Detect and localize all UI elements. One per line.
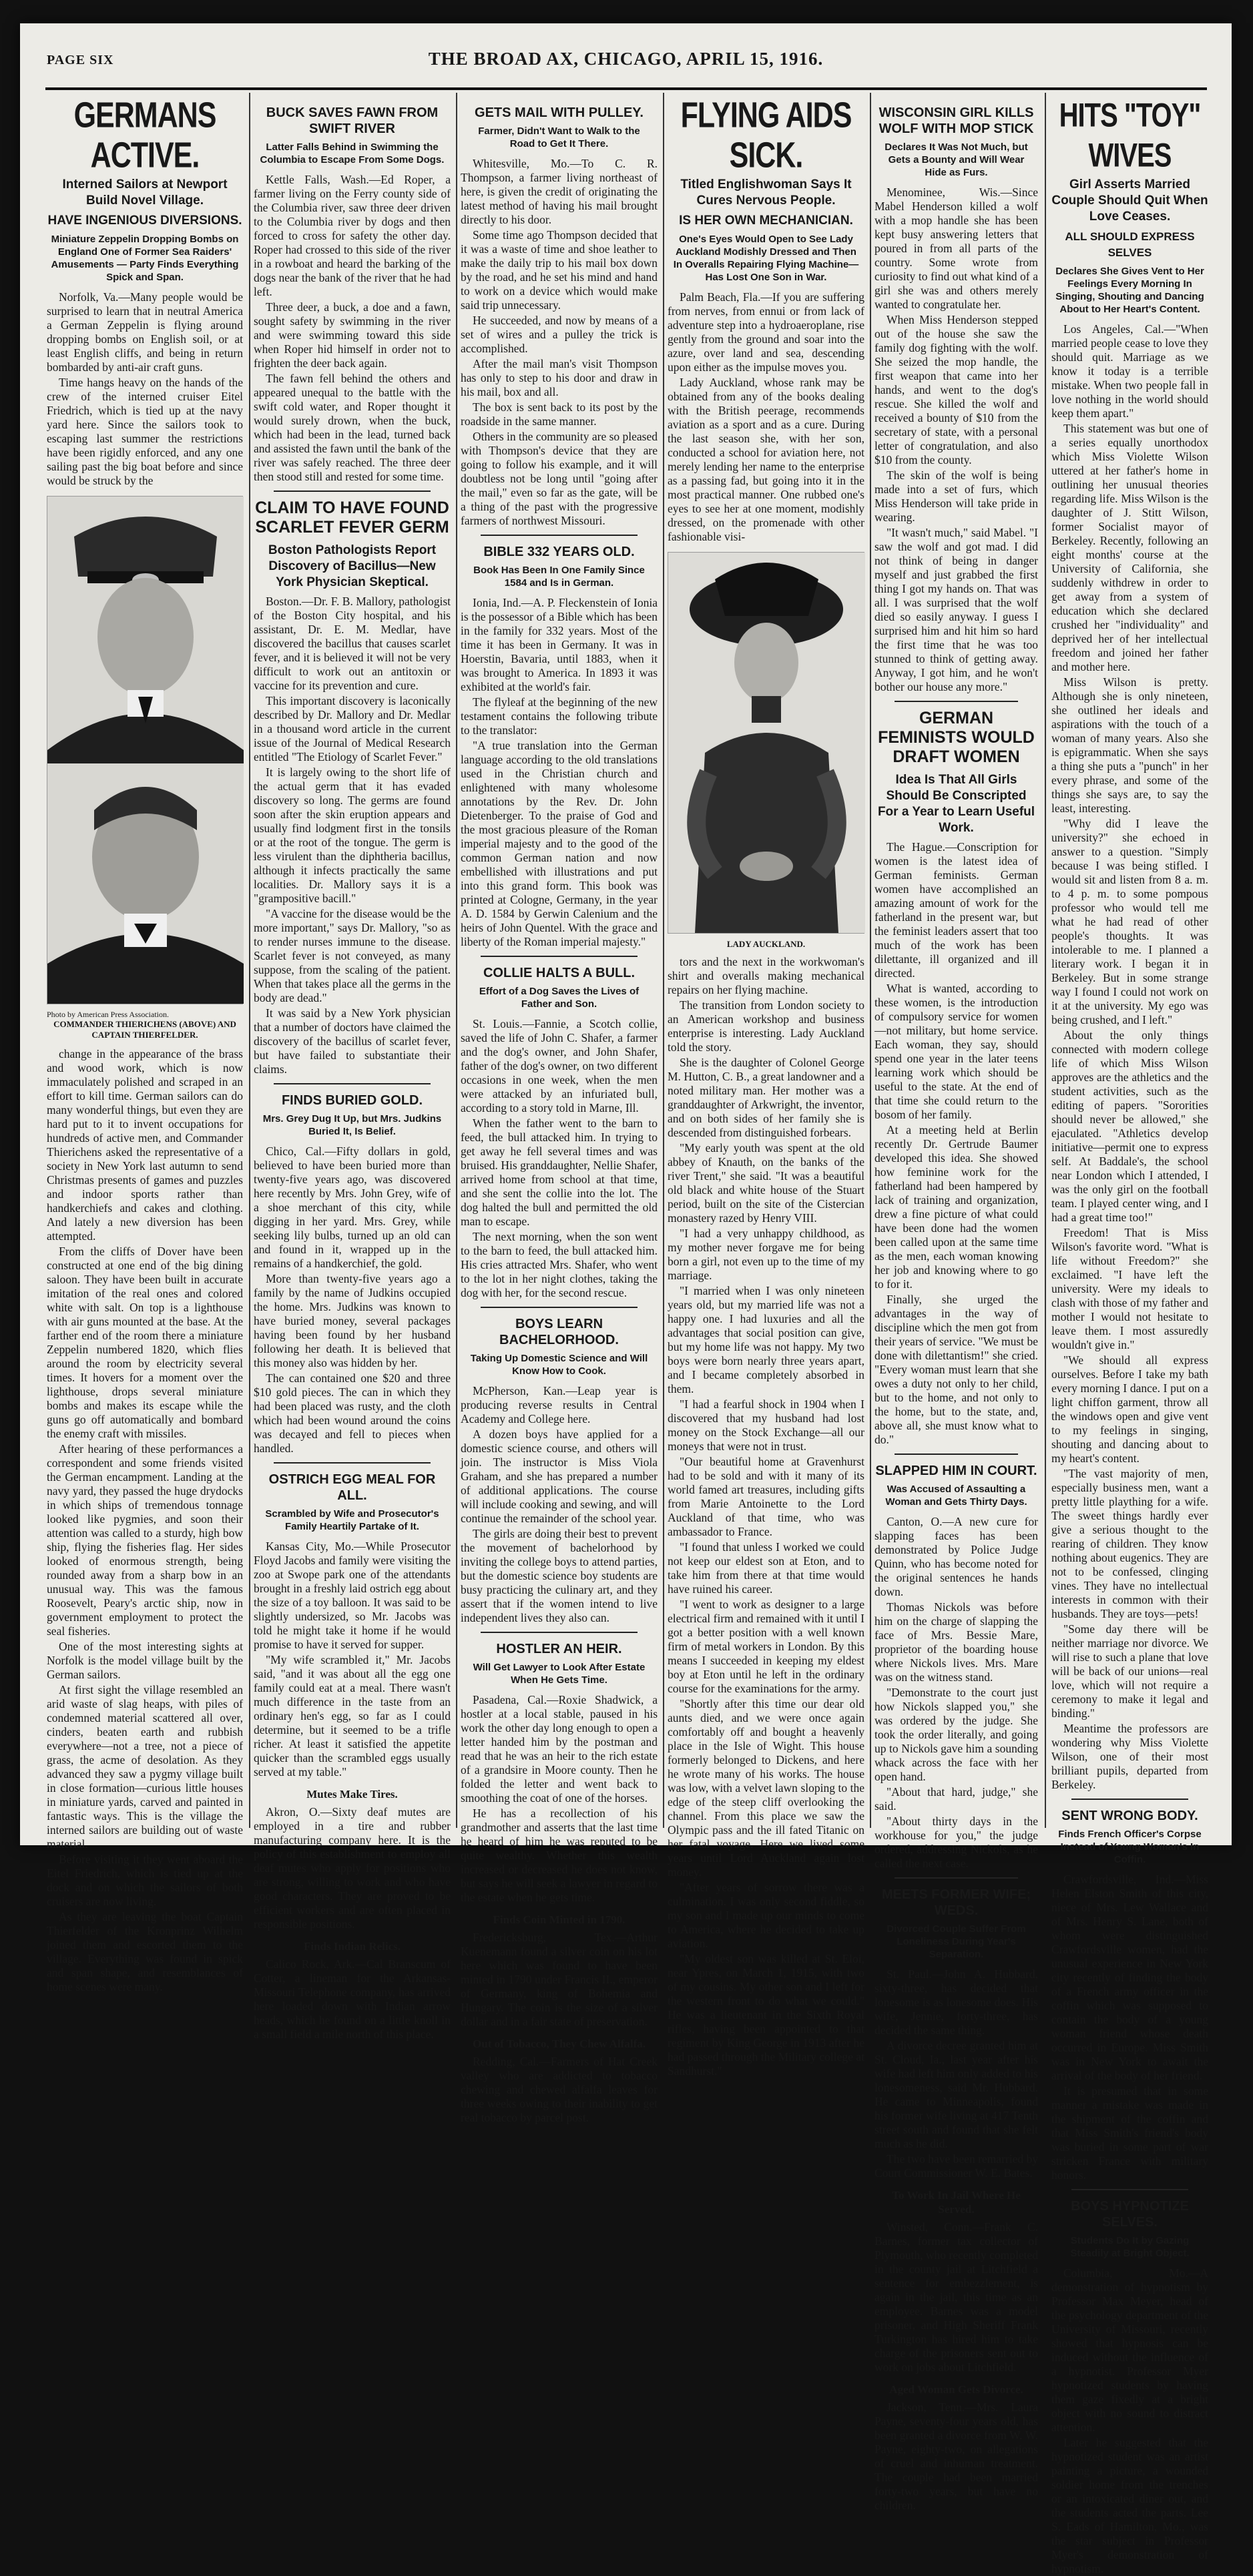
paragraph: Los Angeles, Cal.—"When married people cease to love they should quit. Marriage as we know it today is a terrible mistake. When two people fall in love nothing in the world should keep them apart." [1051,322,1208,420]
headline-ostrich-egg: OSTRICH EGG MEAL FOR ALL. [268,1472,436,1503]
headline-mail-pulley: GETS MAIL WITH PULLEY. [475,105,644,120]
paragraph: The flyleaf at the beginning of the new testament contains the following tribute to the translator: [461,695,658,737]
paragraph: Fredericksburg, Tex.—Arthur Kuenemann found a silver coin on his lot here which was found to have been minted in 1790 under Francis II., emperor of Germany, king of Bohemia and Hungary. The coin is the size of a silver dollar and in a fair state of preservation. [461,1931,658,2028]
paragraph: A dozen boys have applied for a domestic science course, and others will join. The instructor is Miss Viola Graham, and she has prepared a number of additional applications. The course will include cooking and sewing, and will continue the remainder of the school year. [461,1427,658,1525]
paragraph: The next morning, when the son went to the barn to feed, the bull attacked him. His cries attracted Mrs. Shafer, who went to the lot in her night clothes, taking the dog with her, for the second rescue. [461,1230,658,1299]
deck-lady-auckland: One's Eyes Would Open to See Lady Auckland Modishly Dressed and Then In Overalls Repairing Flying Machine—Has Lost One Son in War. [673,234,859,283]
divider [895,1877,1018,1879]
paragraph: tors and the next in the workwoman's shirt and overalls making mechanical repairs on her flying machine. [668,955,864,996]
paragraph: The Hague.—Conscription for women is the latest idea of German feminists. German women have accomplished an amazing amount of work for the fatherland in the present war, but the feminist leaders assert that too much of the work has been dilettante, ill organized and ill directed. [874,840,1038,980]
paragraph: Jackson, Tenn.—Mrs. Laura Payne, seventy-four years old, has been granted a divorce from W. W. Payne, eighty-two, on allegations of cruel and inhuman treatment. The couple had been married forty-two years, but have no children. [874,2400,1038,2512]
paragraph: Whitesville, Mo.—To C. R. Thompson, a farmer living northeast of here, is given the credit of originating the latest method of having his mail brought directly to his door. [461,157,658,226]
portrait-image [47,497,244,1004]
deck-wrong-body: Finds French Officer's Corpse Instead of Young Woman's In Coffin. [1058,1829,1202,1865]
paragraph: The box is sent back to its post by the roadside in the same manner. [461,400,658,428]
paragraph: A divorce decree granted him at St. Cloud, Ia., last year after his wife had left him only added to his lonesomeness, said Mr. Hubbard. He came to Minneapolis, found his former wife living at 417 Tenth street south and found that she felt much as he did. [874,2039,1038,2150]
column-6 [1051,97,1208,2575]
paragraph: Winsted, Conn.—Frank C. Barnes, former tax collector of Plymouth, who recently completed in the county jail at Litchfield a sentence for embezzlement, is again in the jail, this time as an employee. Barnes was a model prisoner, and High Sheriff Frank Turkington has hired him to take charge of the prisoners sent out to work on jobs about Litchfield. [874,2220,1038,2374]
paper-title: THE BROAD AX, CHICAGO, APRIL 15, 1916. [428,49,824,69]
paragraph: St. Paul.—John A. Hubbard, sixty-three, has decided that lonesome is as lonesome does. His wife, Jennie, forty-three, has decided the same thing. [874,1967,1038,2037]
divider [1071,1799,1188,1800]
divider [895,701,1018,702]
subhead-diversions: HAVE INGENIOUS DIVERSIONS. [47,214,242,228]
paragraph: "Some day there will be neither marriage nor divorce. We will rise to such a plane that love will be back of our unions—real love, which will not require a ceremony to make it legal and binding." [1051,1622,1208,1720]
paragraph: Crawfordsville, Ind.—Miss Helen Elston Smith of this city, niece of Mrs. Lew Wallace and of Mrs. Henry S. Lane, both of whom were distinguished Crawfordsville women, had the unusual experience in New York city recently of finding the body of a French army officer in the coffin which was supposed to contain the body of a young woman friend whose death occurred in Europe. Miss Smith was in New York to await the arrival of the body of her friend. [1051,1873,1208,2082]
column-3 [461,97,658,2124]
paragraph: Time hangs heavy on the hands of the crew of the interned cruiser Eitel Friedrich, which is tied up at the navy yard here. Since the sailors took to escaping last summer the restrictions have been rigidly enforced, and any one sailing past the big boat before and since would be struck by the [47,376,243,487]
deck-ostrich-egg: Scrambled by Wife and Prosecutor's Family Heartily Partake of It. [265,1508,439,1532]
paragraph: What is wanted, according to these women, is the introduction of compulsory service for women—not military, but home service. Each woman, they say, should spend one year in the later teens learning work which should be useful to the state. At the end of that time she could return to the bosom of her family. [874,982,1038,1121]
paragraph: Some time ago Thompson decided that it was a waste of time and shoe leather to make the daily trip to his mail box down by the road, and he set his mind and hand to work on a device which would make said trip unnecessary. [461,228,658,312]
deck-bible: Book Has Been In One Family Since 1584 and Is in German. [473,565,645,589]
paragraph: "My wife scrambled it," Mr. Jacobs said, "and it was about all the egg one family could eat at a meal. There wasn't much difference in the taste from an ordinary hen's egg, so far as I could determine, but it seemed to be a trifle richer. At least it satisfied the appetite quicker than the scrambled eggs usually served at my table." [254,1653,451,1779]
column-1 [47,95,243,1993]
deck-englishwoman: Titled Englishwoman Says It Cures Nervous People. [680,178,852,208]
column-rule [249,93,250,1828]
paragraph: When the father went to the barn to feed, the bull attacked him. In trying to get away he fell several times and was bruised. His granddaughter, Nellie Shafer, arrived home from school at that time, and she sent the collie into the lot. The dog halted the bull and permitted the old man to escape. [461,1116,658,1228]
paragraph: Calico Rock, Ark.—Cal Branscum of Cotter, a lineman for the Arkansas-Missouri Telephone company, has arrived here loaded down with Indian arrow heads, which he found on a little knoll in a small field a mile north of this place. [254,1957,451,2041]
column-rule [1045,93,1046,1828]
divider [274,1083,431,1084]
headline-divorce: Aged Woman Gets Divorce. [889,2383,1023,2396]
paragraph: Ionia, Ind.—A. P. Fleckenstein of Ionia is the possessor of a Bible which has been in the family for 332 years. Most of the time it has been in Germany. It was in Hoerstin, Bavaria, until 1883, when it was brought to America. In 1893 it was exhibited at the world's fair. [461,596,658,693]
column-2 [254,97,451,2041]
paragraph: More than twenty-five years ago a family by the name of Judkins occupied the home. Mrs. Judkins was known to have buried money, several packages having been found by her husband following her death. It is believed that this money also was hidden by her. [254,1272,451,1369]
paragraph: Miss Wilson is pretty. Although she is only nineteen, she outlined her ideals and aspirations with the touch of a woman of many years. Also she is epigrammatic. When she says a thing she puts a "punch" in her every phrase, and some of the things she says are, to say the least, interesting. [1051,675,1208,815]
deck-wisconsin-girl: Declares It Was Not Much, but Gets a Bounty and Will Wear Hide as Furs. [885,141,1028,178]
paragraph: Meantime the professors are wondering why Miss Violette Wilson, one of their most brilliant pupils, departed from Berkeley. [1051,1722,1208,1791]
paragraph: This statement was but one of a series equally unorthodox which Miss Violette Wilson uttered at her father's home in outlining her unusual theories regarding life. Miss Wilson is the daughter of J. Stitt Wilson, former Socialist mayor of Berkeley. Recently, following an eight months' course at the University of California, she suddenly withdrew in order to get away from a system of education which she declared crushed her "individuality" and deprived her of her intellectual freedom and joined her father and mother here. [1051,422,1208,673]
headline-buried-gold: FINDS BURIED GOLD. [281,1093,423,1108]
paragraph: At a meeting held at Berlin recently Dr. Gertrude Baumer developed this idea. She showed how feminine work for the fatherland had been hampered by lack of training and organization, drew a fine picture of what could have been done had the women been called upon at the same time as the men, each woman knowing her job and knowing where to go to for it. [874,1123,1038,1291]
paragraph: "About that hard, judge," she said. [874,1785,1038,1813]
headline-wisconsin-girl: WISCONSIN GIRL KILLS WOLF WITH MOP STICK [879,105,1034,136]
subhead-mechanician: IS HER OWN MECHANICIAN. [679,214,853,228]
paragraph: The transition from London society to an American workshop and business enterprise is interesting. Lady Auckland told the story. [668,998,864,1054]
paragraph: The can contained one $20 and three $10 gold pieces. The can in which they had been placed was rusty, and the cloth which had been wound around the coins was decayed and fell to pieces when handled. [254,1371,451,1455]
page-number: PAGE SIX [47,53,114,67]
paragraph: Norfolk, Va.—Many people would be surprised to learn that in neutral America a German Zeppelin is flying around dropping bombs on English soil, or at least English cliffs, and being in return bombarded by anti-air craft guns. [47,290,243,374]
paragraph: At first sight the village resembled an arid waste of slag heaps, with piles of condemned material scattered all over, cinders, beaten earth and rubbish everywhere—not a tree, not a piece of grass, the acme of desolation. As they advanced they saw a pygmy village built in close formation—curious little houses in miniature yards, carved and painted in fantastic ways. This is the village the interned sailors are building out of waste material. [47,1683,243,1851]
paragraph: It is presumed that in some manner a mistake was made in the shipment of the coffin and that Miss Smith's friend's body was buried in some part of war stricken France with military honors. [1051,2084,1208,2182]
portrait-image [668,553,865,933]
paragraph: "Shortly after this time our dear old aunts died, and we were once again comfortably off and bought a heavenly place in the Isle of Wight. This house formerly belonged to Dickens, and here he wrote many of his works. The house was low, with a velvet lawn sloping to the edge of the steep cliff overlooking the channel. From this place we saw the Olympic pass and the ill fated Titanic on her fatal voyage. Here we lived some years until Lord Auckland again lost money. [668,1697,864,1879]
paragraph: "Our beautiful home at Gravenhurst had to be sold and with it many of its world famed art treasures, including gifts from Marie Antoinette to the Lord Auckland of that time, who was ambassador to France. [668,1455,864,1538]
column-4 [668,95,864,2077]
divider [481,535,638,536]
article-germans-active [47,290,243,488]
column-5 [874,97,1038,2512]
article-flying-cont [668,955,864,2078]
paragraph: After the mail man's visit Thompson has only to step to his door and draw in his mail, box and all. [461,357,658,398]
headline-bible: BIBLE 332 YEARS OLD. [483,545,635,559]
headline-toy-wives: HITS "TOY" WIVES [1059,97,1201,174]
headline-former-wife: MEETS FORMER WIFE; WEDS. [881,1887,1031,1918]
paragraph: Palm Beach, Fla.—If you are suffering from nerves, from ennui or from lack of adventure step into a hydroaeroplane, rise gently from the ground and soar into the azure, over land and sea, descending upon either as the impulse moves you. [668,290,864,374]
deck-interned-sailors: Interned Sailors at Newport Build Novel Village. [62,178,228,208]
paragraph: The girls are doing their best to prevent the movement of bachelorhood by inviting the college boys to attend parties, but the domestic science boy students are busy practicing the culinary art, and they assert that if the women intend to live independent lives they also can. [461,1527,658,1624]
headline-hostler: HOSTLER AN HEIR. [496,1642,622,1656]
paragraph: Others in the community are so pleased with Thompson's device that they are going to follow his example, and it will doubtless not be long until "going after the mail," even so far as the gate, will be a thing of the past with the progressive farmers of northwest Missouri. [461,430,658,527]
deck-gives-vent: Declares She Gives Vent to Her Feelings Every Morning In Singing, Shouting and Dancing About to Her Heart's Content. [1055,266,1204,315]
divider [481,956,638,957]
paragraph: "About thirty days in the workhouse for you," the judge ordered, addressing Nickols, as he called the next case. [874,1815,1038,1870]
headline-german-feminists: GERMAN FEMINISTS WOULD DRAFT WOMEN [878,709,1035,766]
paragraph: Chico, Cal.—Fifty dollars in gold, believed to have been buried more than twenty-five years ago, was discovered here recently by Mrs. John Grey, wife of a shoe merchant of this city, while digging in her yard. Mrs. Grey, while seeking lily bulbs, turned up an old can and found in it, wrapped up in the remains of a handkerchief, the gold. [254,1145,451,1270]
paragraph: St. Louis.—Fannie, a Scotch collie, saved the life of John C. Shafer, a farmer and the dog's owner, and John Shafer, father of the dog's owner, on two different occasions in one week, when the men were attacked by an infuriated bull, according to a story told in Marne, Ill. [461,1017,658,1114]
paragraph: McPherson, Kan.—Leap year is producing reverse results in Central Academy and College here. [461,1384,658,1425]
paragraph: Kettle Falls, Wash.—Ed Roper, a farmer living on the Ferry county side of the Columbia river, saw three deer driven to the Columbia river by dogs and then forced to cross for safety the other day. Roper had crossed to this side of the river in a rowboat and heard the barking of the dogs near the bank of the river that he had left. [254,173,451,298]
paragraph: Freedom! That is Miss Wilson's favorite word. "What is life without Freedom?" she exclaimed. "I have left the university. Were my ideals to clash with those of my father and mother I would not hesitate to leave them. I most assuredly wouldn't give in." [1051,1226,1208,1351]
paragraph: "After years of sorrow there was a culmination. I was only second fiddle, so my son and I made up our minds to come to America, where he decided to take up aviation. [668,1881,864,1950]
paragraph: "I had a very unhappy childhood, as my mother never forgave me for being born a girl, not even up to the time of my marriage. [668,1227,864,1282]
paragraph: About the only things connected with modern college life of which Miss Wilson approves are the athletics and the student activities, such as the editing of papers. "Sororities should never be allowed," she ejaculated. "Athletics develop initiative—permit one to express self. At Baddale's, the school near London which I attended, I was the only girl on the football team. I played center wing, and I had a great time too!" [1051,1028,1208,1224]
headline-scarlet-fever: CLAIM TO HAVE FOUND SCARLET FEVER GERM [255,499,449,537]
paragraph: She is the daughter of Colonel George M. Hutton, C. B., a great landowner and a noted military man. Her mother was a granddaughter of Arkwright, the inventor, and on both sides of her family she is descended from distinguished forbears. [668,1056,864,1139]
deck-bachelorhood: Taking Up Domestic Science and Will Know How to Cook. [470,1353,648,1377]
paragraph: The skin of the wolf is being made into a set of furs, which Miss Henderson will take pride in wearing. [874,468,1038,524]
paragraph: Finally, she urged the advantages in the way of discipline which the men got from their years of service. "We must be done with dilettantism!" she cried. "Every woman must learn that she owes a duty not only to her child, but to the home, and not only to the home, but to the state, and, above all, she must know what to do." [874,1293,1038,1446]
paragraph: Boston.—Dr. F. B. Mallory, pathologist of the Boston City hospital, and his assistant, Dr. E. M. Medlar, have discovered the bacillus that causes scarlet fever, and it is believed it will not be very difficult to work out an antitoxin or vaccine for its prevention and cure. [254,595,451,692]
headline-wrong-body: SENT WRONG BODY. [1061,1809,1198,1823]
photo-caption: LADY AUCKLAND. [726,939,806,949]
paragraph: "Demonstrate to the court just how Nickols slapped you," she was ordered by the judge. She took the order literally, and going up to Nickols gave him a sounding whack across the face with her open hand. [874,1686,1038,1783]
paragraph: It was said by a New York physician that a number of doctors have claimed the discovery of the bacillus of scarlet fever, but have failed to substantiate their claims. [254,1006,451,1076]
article-germans-active-cont [47,1047,243,1994]
paragraph: "My oldest son was killed at St. Eloi, near Ypres, on March 1, 1915, with two of my cousins. My other son and I left for the western front to do what we could." He was a lieutenant in the Sixth Royal rifles, having been appointed to that regiment by King George in 1913 after he had passed through the Military college at Sandhurst." [668,1952,864,2077]
paragraph: Menominee, Wis.—Since Mabel Henderson killed a wolf with a mop handle she has been kept busy answering letters that poured in from all parts of the country. Some wrote from curiosity to find out what kind of a girl she was and others merely wanted to congratulate her. [874,186,1038,311]
paragraph: change in the appearance of the brass and wood work, which is now immaculately polished and scraped in an effort to kill time. German sailors can do many wonderful things, but even they are hard put to it to invent occupations for hundreds of active men, and Commander Thierichens asked the representative of a society in New York last autumn to send Christmas presents of games and puzzles and indoor sports rather than handkerchiefs and cakes and clothing. And lately a new diversion has been attempted. [47,1047,243,1243]
headline-coin: Finds Coin Minted in 1790. [493,1913,625,1926]
paragraph: "My early youth was spent at the old abbey of Knauth, on the banks of the river Trent," she said. "It was a beautiful old black and white house of the Stuart period, built on the site of the Cistercian monastery razed by Henry VIII. [668,1141,864,1225]
headline-jail: To Work In Jail Where He Served. [892,2189,1021,2216]
deck-zeppelin: Miniature Zeppelin Dropping Bombs on England One of Former Sea Raiders' Amusements — Party Finds Everything Spick and Span. [51,234,239,283]
paragraph: "It wasn't much," said Mabel. "I saw the wolf and got mad. I did not think of being in danger myself and just grabbed the first thing I got my hands on. That was all. I was surprised that the wolf died so easily anyway. I guess I surprised him and hit him so hard the first time that he was too stunned to think of getting away. Anyway, I got him, and he won't bother our house any more." [874,526,1038,693]
paragraph: Lady Auckland, whose rank may be obtained from any of the books dealing with the British peerage, recommends aviation as a sport and as a cure. During the last season she, with her son, conducted a school for aviation here, not merely lending her name to the enterprise as a passing fad, but going into it in the most practical manner. One rubbed one's eyes to see her at one moment, modishly dressed, on the promenade with other fashionable visi- [668,376,864,543]
photo-credit: Photo by American Press Association. [47,1010,169,1019]
headline-buck-saves-fawn: BUCK SAVES FAWN FROM SWIFT RIVER [266,105,439,136]
divider [895,1454,1018,1455]
deck-hostler: Will Get Lawyer to Look After Estate When He Gets Time. [473,1662,646,1686]
paragraph: This important discovery is laconically described by Dr. Mallory and Dr. Medlar in a thousand word article in the current issue of the Journal of Medical Research entitled "The Etiology of Scarlet Fever." [254,694,451,763]
photo-caption: COMMANDER THIERICHENS (ABOVE) AND CAPTAIN THIERFELDER. [53,1019,236,1040]
paragraph: Thomas Nickols was before him on the charge of slapping the face of Mrs. Bessie Mare, proprietor of the boarding house where Nickols lives. Mrs. Mare was on the witness stand. [874,1600,1038,1684]
deck-buried-gold: Mrs. Grey Dug It Up, but Mrs. Judkins Buried It, Is Belief. [262,1113,442,1137]
deck-german-feminists: Idea Is That All Girls Should Be Conscripted For a Year to Learn Useful Work. [877,773,1035,835]
paragraph: "I married when I was only nineteen years old, but my married life was not a happy one. I had luxuries and all the advantages that social position can give, but my home life was not happy. My two boys were born nearly three years apart, and I became completely absorbed in them. [668,1284,864,1395]
paragraph: "I went to work as designer to a large electrical firm and remained with it until I got a better position with a well known firm of metal workers in London. By this means I succeeded in keeping my eldest boy at Eton until he left in the ordinary course for the examinations for the army. [668,1598,864,1695]
paragraph: Columbia, Mo.—A demonstration of hypnotism by Professor Max Meyer, head of the psychology department of the University of Missouri, recently showed that hypnosis can be induced without the influence of a hypnotist. Professor Myer hypnotized students by having them gaze fixedly at a bright object with no sound to distract attention. [1051,2266,1208,2434]
column-rule [870,93,871,1828]
paragraph: After hearing of these performances a correspondent and some friends visited the German encampment. Landing at the navy yard, they passed the huge drydocks in which ships of tremendous tonnage looked like pygmies, and soon their attention was called to a sturdy, high bow ship, flying the fisheries flag. Her sides looked of enormous strength, being rounded away from a sharp bow in an unusual way. This was the famous Roosevelt, Peary's arctic ship, now in government employment to protect the seal fisheries. [47,1442,243,1638]
divider [1071,2189,1188,2190]
photo-lady-auckland [668,552,864,934]
paragraph: "A vaccine for the disease would be the more important," says Dr. Mallory, "so as to render nurses immune to the disease. Scarlet fever is not conveyed, as many suppose, from the scaling of the patient. When that takes place all the germs in the body are dead." [254,907,451,1004]
paragraph: "I had a fearful shock in 1904 when I discovered that my husband had lost money on the Stock Exchange—all our moneys that were not in trust. [668,1397,864,1453]
paragraph: One of the most interesting sights at Norfolk is the model village built by the German sailors. [47,1640,243,1681]
paragraph: Canton, O.—A new cure for slapping faces has been demonstrated by Police Judge Quinn, who has become noted for the original sentences he hands down. [874,1515,1038,1598]
divider [274,491,431,492]
divider [274,1462,431,1464]
paragraph: "We should all express ourselves. Before I take my bath every morning I dance. I put on a light chiffon garment, throw all the windows open and give vent to my feelings in singing, shouting and dancing about to my heart's content. [1051,1353,1208,1465]
masthead-rule [45,87,1207,90]
deck-slapped: Was Accused of Assaulting a Woman and Gets Thirty Days. [885,1484,1027,1508]
headline-tobacco: Out of Tobacco, They Chew Alfalfa. [473,2037,646,2050]
paragraph: Pasadena, Cal.—Roxie Shadwick, a hostler at a local stable, paused in his work the other day long enough to open a letter handed him by the postman and read that he was an heir to the rich estate of a grandsire in Moore county. Then he folded the letter and went back to smoothing the coat of one of the horses. [461,1693,658,1805]
paragraph: Redding, Cal.—Farmers of Hat Creek valley who are addicted to tobacco chewing and chewed alfalfa leaves for three weeks owing to their inability to get real tobacco by parcel post. [461,2055,658,2124]
paragraph: He succeeded, and now by means of a set of wires and a pulley the trick is accomplished. [461,314,658,355]
paragraph: When Miss Henderson stepped out of the house she saw the family dog fighting with the wolf. She seized the mop handle, the first weapon that came into her hands, and went to the dog's rescue. She killed the wolf and received a bounty of $10 from the secretary of state, with a personal letter of congratulation, and also $10 from the county. [874,313,1038,466]
paragraph: The two have been remarried by Court Commissioner W. E. Bates. [874,2152,1038,2180]
paragraph: As they are leaving the boat Captain Thierfelder of the Kronprinz Wilhelm joined them and escorted them to the village. Everything was found in spick and span shape, and resemblances of home scenes were many. [47,1910,243,1993]
paragraph: "A true translation into the German language according to the old translations used in the Christian church and enlightened with many wholesome annotations by the Rev. Dr. John Dietenberger. To the praise of God and the most gracious pleasure of the Roman imperial majesty and to the good of the common German nation and now embellished with illustrations and put into this grand form. This book was printed at Cologne, Germany, in the year A. D. 1584 by Gerwin Calenium and the heirs of John Quentel. With the grace and liberty of the Roman imperial majesty." [461,739,658,948]
headline-flying-aids-sick: FLYING AIDS SICK. [680,95,852,176]
paragraph: "The vast majority of men, especially business men, want a pretty little plaything for a wife. The sweet things hardly ever give a serious thought to the rearing of children. They know nothing about eugenics. They are not to be confessed, clinging vines. They have no intellectual interests in common with their husbands. They are toys—pets! [1051,1467,1208,1620]
paragraph: Later he suggested that the hypnotized student was an artist painting a picture, a wounded soldier home from the trenches or an intoxicated diner out, and the students acted the parts. Lee S. Eads of Hamilton, Mo., was the star subject in Professor Myer's demonstration of hypnotism. [1051,2436,1208,2575]
paragraph: Before visiting it they went aboard the Eitel Friedrich, which is tied up at the dock and on which the sailors of both cruisers are now living. [47,1853,243,1908]
paragraph: He has a recollection of his grandmother and asserts that the last time he heard of him he was reputed to be quite wealthy. Whether this wealth increased or decreased he does not know, but says he will seek a lawyer in regard to the estate when he gets time. [461,1807,658,1904]
headline-mutes-tires: Mutes Make Tires. [306,1788,398,1801]
paragraph: It is largely owing to the short life of the actual germ that it has evaded discovery so long. The germs are found soon after the skin eruption appears and usually find lodgment first in the tonsils or at the root of the tongue. The germ is less virulent than the diphtheria bacillus, although it infects practically the same localities. Dr. Mallory says it is a "grampositive bacill." [254,765,451,905]
headline-slapped: SLAPPED HIM IN COURT. [875,1464,1037,1478]
paragraph: "Why did I leave the university?" she echoed in answer to a question. "Simply because I was being stifled. I would sit and listen from 8 a. m. to 4 p. m. to some pompous professor who would tell me what he had read of other people's thoughts. It was intolerable to me. I planned a literary work. I began it in Berkeley. But in some strange way I found I could not work on it at the university. My ego was being crushed, and I left." [1051,817,1208,1026]
paragraph: The fawn fell behind the others and appeared unequal to the battle with the swift cold water, and Roper thought it would surely drown, when the buck, which had been in the lead, turned back and assisted the fawn until the bank of the river was safely reached. The three deer then stood still and rested for some time. [254,372,451,483]
deck-scarlet-fever: Boston Pathologists Report Discovery of Bacillus—New York Physician Skeptical. [268,543,437,589]
photo-commanders [47,496,243,1004]
deck-former-wife: Divorced Couple Suffer From Loneliness During Year's Separation. [887,1923,1026,1960]
paragraph: From the cliffs of Dover have been constructed at one end of the big dining saloon. They have been built in accurate imitation of the real ones and colored white with salt. On top is a lighthouse with air guns mounted at the base. At the farther end of the room there a miniature Zeppelin numbered 1820, which flies around the room by electricity several times. It hovers for a moment over the lighthouse, drops several miniature bombs and makes its escape while the guns go off automatically and bombard the enemy craft with missiles. [47,1245,243,1440]
paragraph: Akron, O.—Sixty deaf mutes are employed in a tire and rubber manufacturing company here. It is the policy of this establishment to employ all deaf mutes who apply for positions who are strong, willing to work and who have good characters. They are proved to be efficient workers and are often placed in responsible positions. [254,1805,451,1931]
newspaper-page [20,23,1232,2575]
deck-mail-pulley: Farmer, Didn't Want to Walk to the Road to Get It There. [478,125,640,149]
subhead-express-selves: ALL SHOULD EXPRESS SELVES [1065,230,1195,259]
divider [481,1632,638,1633]
deck-buck: Latter Falls Behind in Swimming the Columbia to Escape From Some Dogs. [260,141,445,166]
column-rule [663,93,664,1828]
deck-collie: Effort of a Dog Saves the Lives of Father and Son. [479,986,640,1010]
masthead [47,47,1205,74]
paragraph: Kansas City, Mo.—While Prosecutor Floyd Jacobs and family were visiting the zoo at Swope park one of the attendants brought in a freshly laid ostrich egg about the size of a toy balloon. It was said to be slightly undersized, so Mr. Jacobs was told he might take it home if he would promise to have it served for supper. [254,1540,451,1651]
headline-indian-relics: Finds Indian Relics. [303,1940,401,1953]
headline-hypnotize: BOYS HYPNOTIZE SELVES. [1071,2199,1189,2230]
headline-bachelorhood: BOYS LEARN BACHELORHOOD. [499,1317,619,1347]
deck-girl-asserts: Girl Asserts Married Couple Should Quit When Love Ceases. [1051,178,1208,224]
paragraph: Three deer, a buck, a doe and a fawn, sought safety by swimming in the river and were swimming toward this side when Roper hid himself in order not to frighten the deer back again. [254,300,451,370]
headline-germans-active: GERMANS ACTIVE. [73,95,216,176]
paragraph: "I found that unless I worked we could not keep our eldest son at Eton, and to take him from there at that time would have ruined his career. [668,1540,864,1596]
divider [481,1307,638,1308]
headline-collie: COLLIE HALTS A BULL. [483,966,635,980]
column-rule [456,93,457,1828]
deck-hypnotize: Students Do It by Gazing Steadily at Bright Object. [1070,2235,1190,2259]
